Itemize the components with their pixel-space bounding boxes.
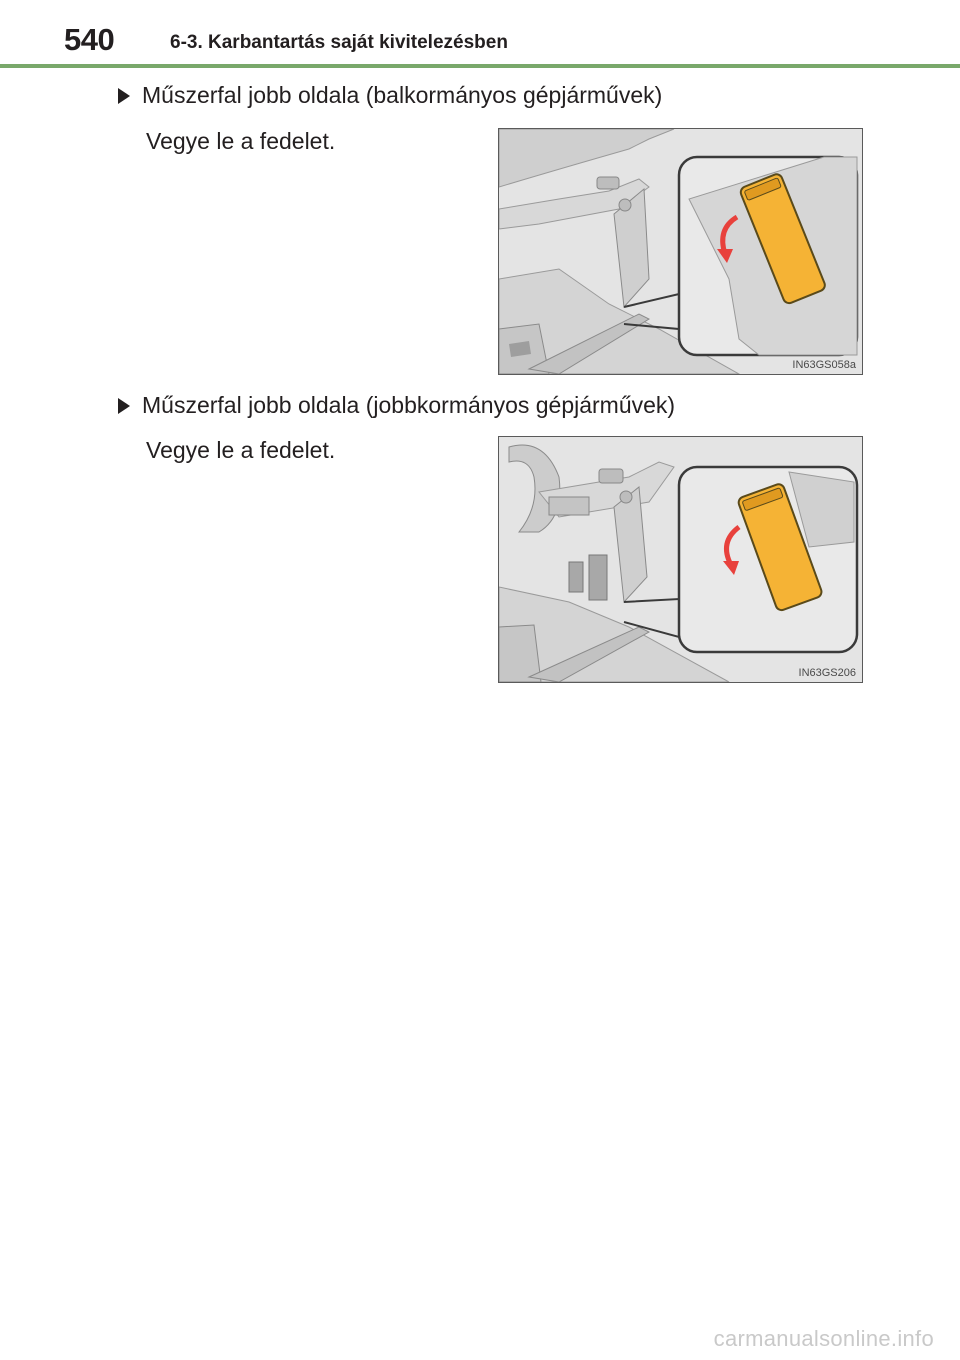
header-rule	[0, 64, 960, 68]
figure-code: IN63GS206	[798, 667, 856, 679]
heading-text: Műszerfal jobb oldala (jobbkormányos gépjárművek)	[142, 392, 676, 418]
section-heading-rhd	[118, 392, 675, 419]
section-heading-lhd	[118, 82, 662, 109]
page-number: 540	[64, 22, 115, 57]
page-header	[0, 0, 960, 70]
instruction-text: Vegye le a fedelet.	[146, 128, 336, 154]
triangle-bullet-icon	[118, 88, 130, 104]
triangle-bullet-icon	[118, 398, 130, 414]
section-title: 6-3. Karbantartás saját kivitelezésben	[170, 32, 508, 53]
instruction-text: Vegye le a fedelet.	[146, 437, 336, 463]
heading-text: Műszerfal jobb oldala (balkormányos gépjárművek)	[142, 82, 663, 108]
figure-rhd	[498, 436, 863, 683]
illustration-lhd	[499, 129, 862, 374]
illustration-rhd	[499, 437, 862, 682]
figure-code: IN63GS058a	[792, 359, 856, 371]
footer-watermark: carmanualsonline.info	[713, 1326, 934, 1351]
figure-lhd	[498, 128, 863, 375]
